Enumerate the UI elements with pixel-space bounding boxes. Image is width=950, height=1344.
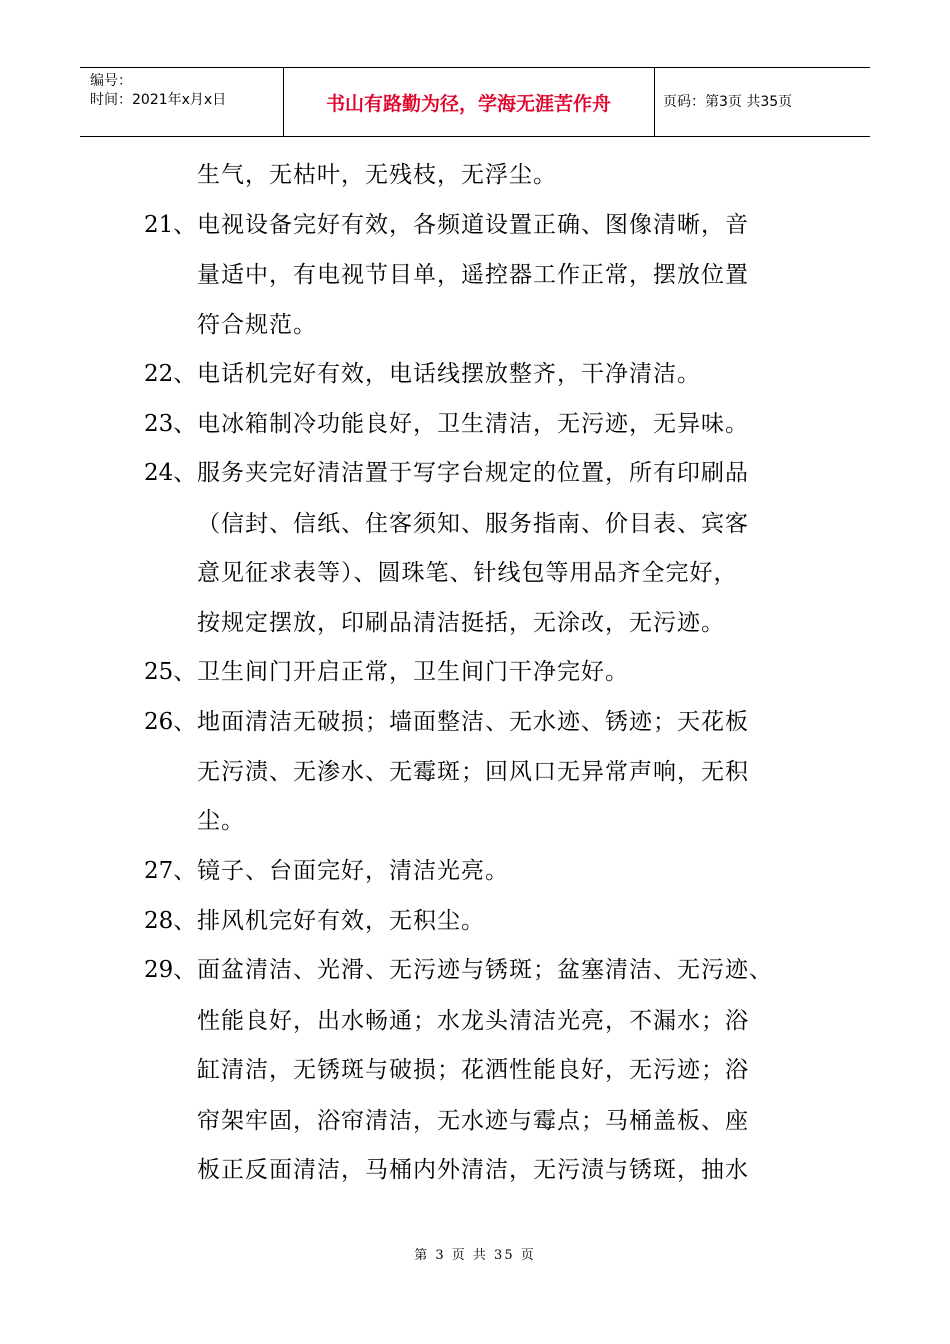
body-text-line: 地面清洁无破损；墙面整洁、无水迹、锈迹；天花板 [197, 709, 749, 735]
item-number: 24、 [144, 460, 197, 486]
body-text-line: 意见征求表等）、圆珠笔、针线包等用品齐全完好， [197, 560, 738, 586]
page-footer: 第 3 页 共 35 页 [414, 1248, 536, 1263]
document-number-label: 编号： [90, 73, 132, 89]
body-text-line: 按规定摆放，印刷品清洁挺括，无涂改，无污迹。 [197, 610, 725, 636]
body-text-line: 板正反面清洁，马桶内外清洁，无污渍与锈斑，抽水 [197, 1157, 749, 1183]
page-header [80, 67, 870, 137]
item-number: 25、 [144, 659, 197, 685]
body-text-line: 尘。 [197, 808, 245, 834]
item-number: 22、 [144, 361, 197, 387]
header-motto: 书山有路勤为径，学海无涯苦作舟 [325, 93, 611, 115]
item-number: 26、 [144, 709, 197, 735]
header-page-info: 页码：第3页 共35页 [663, 94, 793, 110]
header-motto-cell [283, 68, 655, 136]
body-text-line: 量适中，有电视节目单，遥控器工作正常，摆放位置 [197, 262, 749, 288]
header-page-cell [655, 68, 870, 136]
body-text-line: 卫生间门开启正常，卫生间门干净完好。 [197, 659, 629, 685]
body-text-line: 服务夹完好清洁置于写字台规定的位置，所有印刷品 [197, 460, 749, 486]
item-number: 29、 [144, 957, 197, 983]
body-text-line: 电视设备完好有效，各频道设置正确、图像清晰，音 [197, 212, 749, 238]
document-time-label: 时间：2021年x月x日 [90, 92, 227, 108]
body-text-line: 无污渍、无渗水、无霉斑；回风口无异常声响，无积 [197, 759, 749, 785]
item-number: 28、 [144, 908, 197, 934]
body-text-line: 符合规范。 [197, 312, 317, 338]
body-text-line: 性能良好，出水畅通；水龙头清洁光亮，不漏水；浴 [197, 1008, 749, 1034]
body-text-line: 镜子、台面完好，清洁光亮。 [197, 858, 509, 884]
header-meta-cell [80, 68, 284, 136]
body-text-line: 排风机完好有效，无积尘。 [197, 908, 485, 934]
item-number: 27、 [144, 858, 197, 884]
body-text-line: （信封、信纸、住客须知、服务指南、价目表、宾客 [197, 511, 749, 537]
body-text-line: 面盆清洁、光滑、无污迹与锈斑；盆塞清洁、无污迹、 [197, 957, 773, 983]
body-text-line: 电话机完好有效，电话线摆放整齐，干净清洁。 [197, 361, 701, 387]
body-text-line: 电冰箱制冷功能良好，卫生清洁，无污迹，无异味。 [197, 411, 749, 437]
body-text-line: 生气，无枯叶，无残枝，无浮尘。 [197, 162, 557, 188]
body-text-line: 缸清洁，无锈斑与破损；花洒性能良好，无污迹；浴 [197, 1057, 749, 1083]
body-text-line: 帘架牢固，浴帘清洁，无水迹与霉点；马桶盖板、座 [197, 1108, 749, 1134]
item-number: 23、 [144, 411, 197, 437]
item-number: 21、 [144, 212, 197, 238]
